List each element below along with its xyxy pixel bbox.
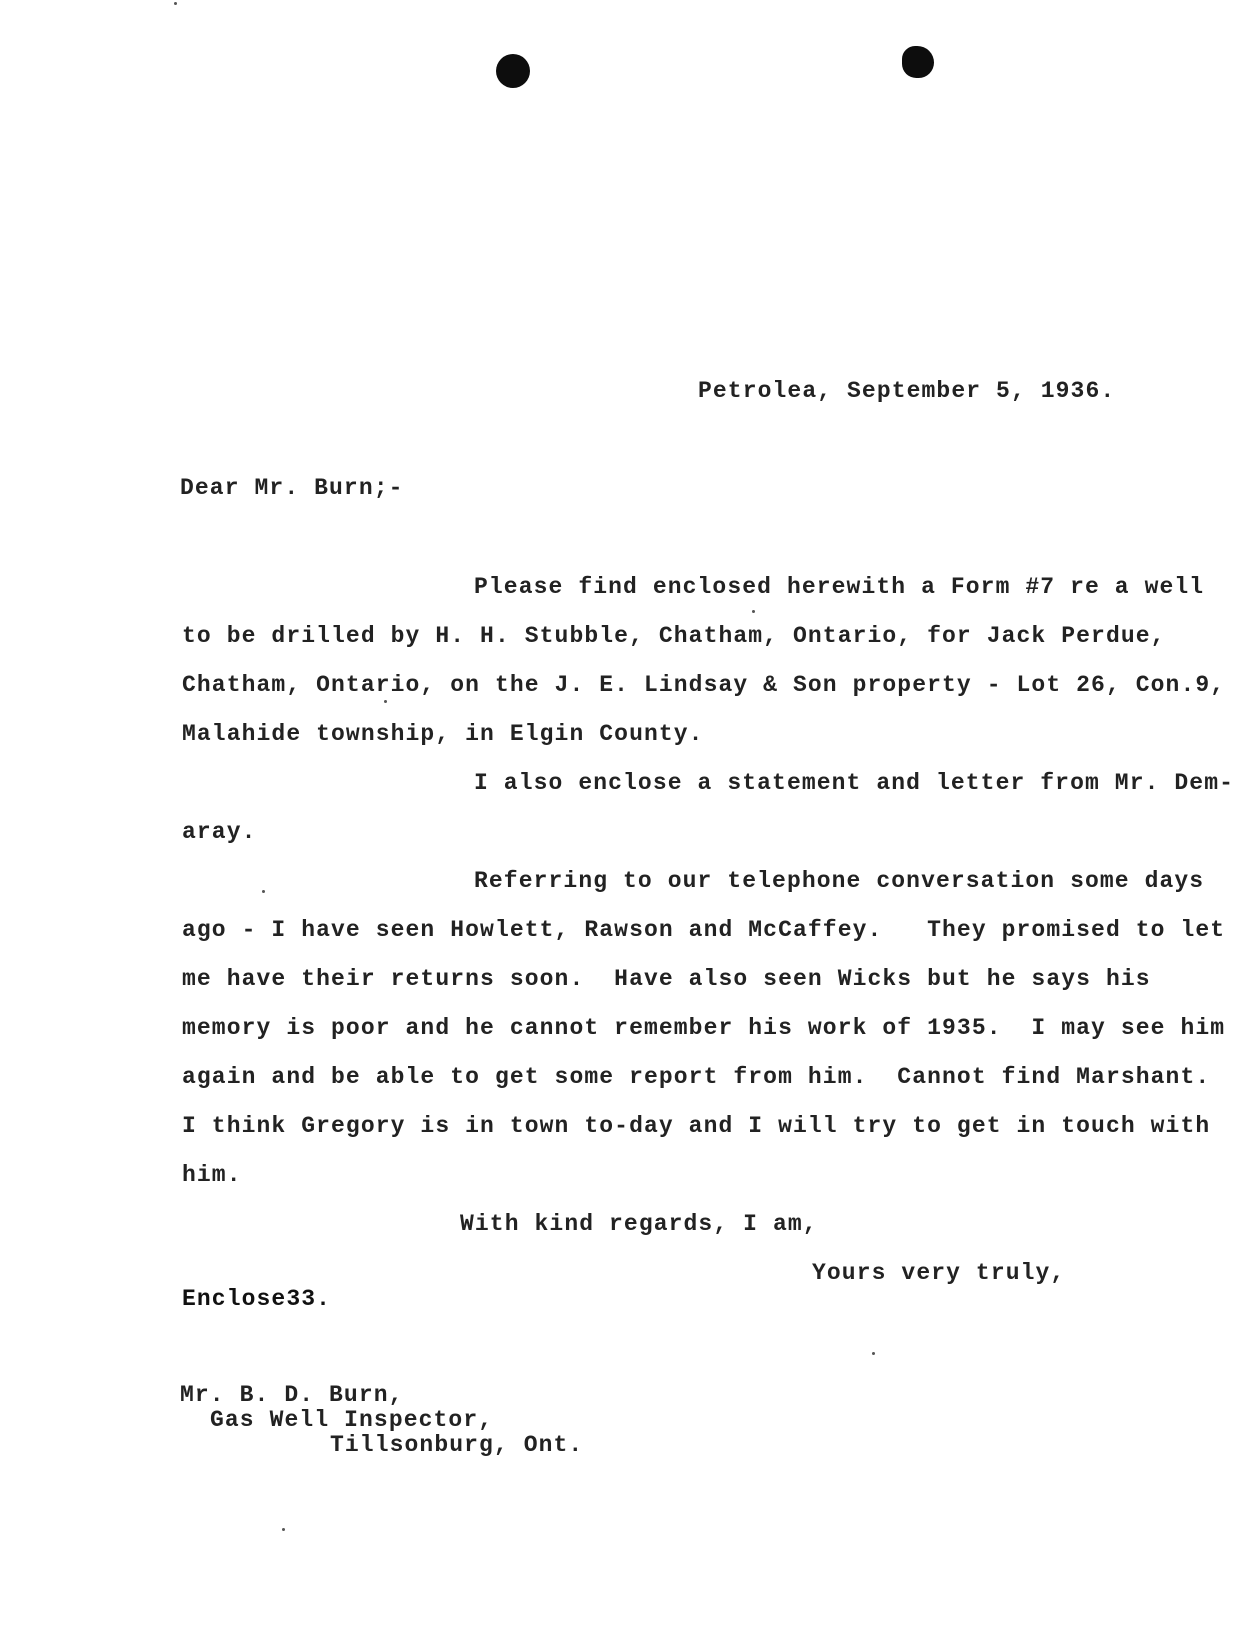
- paragraph3-line3: me have their returns soon. Have also seen Wicks but he says his: [182, 966, 1151, 992]
- paper-speck: [752, 610, 755, 613]
- paragraph2-line1: I also enclose a statement and letter from Mr. Dem-: [474, 770, 1235, 796]
- paragraph1-line1: Please find enclosed herewith a Form #7 re a well: [474, 574, 1205, 600]
- paragraph3-line5: again and be able to get some report from him. Cannot find Marshant.: [182, 1064, 1211, 1090]
- paragraph3-line4: memory is poor and he cannot remember his work of 1935. I may see him: [182, 1015, 1226, 1041]
- paper-speck: [282, 1528, 285, 1531]
- closing-line: With kind regards, I am,: [460, 1211, 818, 1237]
- recipient-location: Tillsonburg, Ont.: [330, 1432, 584, 1458]
- paper-speck: [174, 2, 177, 5]
- signoff-line: Yours very truly,: [812, 1260, 1066, 1286]
- recipient-title: Gas Well Inspector,: [210, 1407, 494, 1433]
- letter-date: Petrolea, September 5, 1936.: [698, 378, 1116, 404]
- enclosure-note: Enclose33.: [182, 1286, 332, 1312]
- paragraph3-line2: ago - I have seen Howlett, Rawson and McCaffey. They promised to let: [182, 917, 1226, 943]
- paper-speck: [872, 1352, 875, 1355]
- punch-hole-right: [902, 46, 934, 78]
- paragraph3-line1: Referring to our telephone conversation some days: [474, 868, 1205, 894]
- paragraph1-line2: to be drilled by H. H. Stubble, Chatham, Ontario, for Jack Perdue,: [182, 623, 1166, 649]
- paragraph2-line2: aray.: [182, 819, 257, 845]
- salutation: Dear Mr. Burn;-: [180, 475, 404, 501]
- paper-speck: [262, 890, 265, 893]
- paragraph1-line4: Malahide township, in Elgin County.: [182, 721, 704, 747]
- paragraph1-line3: Chatham, Ontario, on the J. E. Lindsay & Son property - Lot 26, Con.9,: [182, 672, 1226, 698]
- paper-speck: [384, 700, 387, 703]
- paragraph3-line6: I think Gregory is in town to-day and I will try to get in touch with: [182, 1113, 1211, 1139]
- recipient-name: Mr. B. D. Burn,: [180, 1382, 404, 1408]
- paragraph3-line7: him.: [182, 1162, 242, 1188]
- punch-hole-left: [496, 54, 530, 88]
